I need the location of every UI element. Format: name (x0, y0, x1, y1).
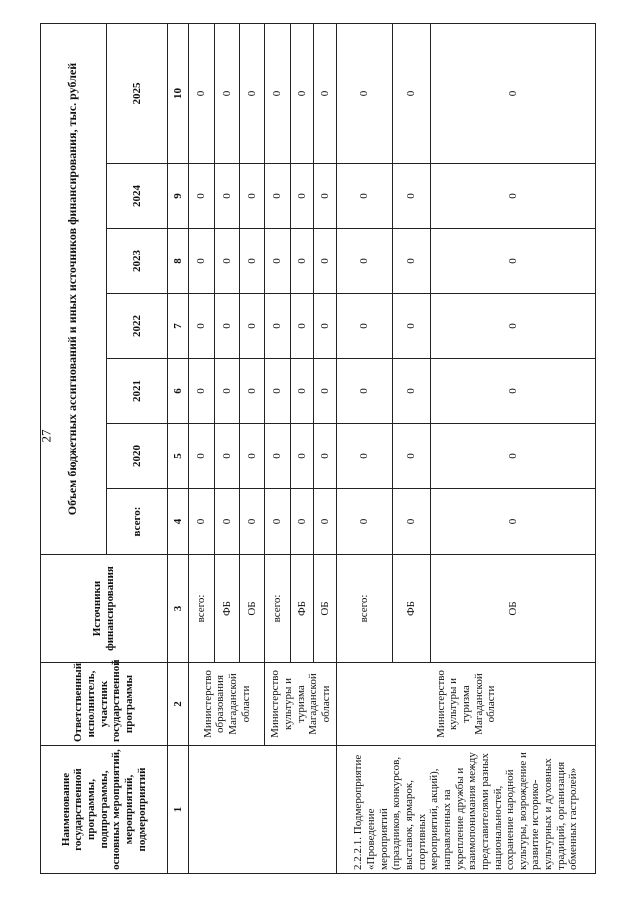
col-num: 1 (168, 746, 189, 874)
col-num: 6 (168, 359, 189, 424)
value-cell: 0 (392, 23, 430, 163)
value-cell: 0 (265, 23, 290, 163)
col-num: 8 (168, 229, 189, 294)
value-cell: 0 (392, 359, 430, 424)
header-year: 2020 (106, 424, 167, 489)
value-cell: 0 (430, 229, 595, 294)
source-cell: всего: (189, 555, 214, 663)
header-total: всего: (106, 489, 167, 555)
header-year: 2023 (106, 229, 167, 294)
col-num: 10 (168, 23, 189, 163)
value-cell: 0 (189, 229, 214, 294)
financing-table (40, 23, 596, 874)
header-sources: Источники финансирования (41, 555, 168, 663)
value-cell: 0 (392, 229, 430, 294)
value-cell: 0 (240, 424, 265, 489)
value-cell: 0 (240, 229, 265, 294)
value-cell: 0 (430, 424, 595, 489)
value-cell: 0 (214, 164, 239, 229)
header-year: 2021 (106, 359, 167, 424)
header-name: Наименование государственной программы, подпрограммы, основных мероприятий, мероприятий, подмероприятий (41, 746, 168, 874)
executor-cell: Министерство культуры и туризма Магаданской области (265, 663, 337, 746)
value-cell: 0 (214, 229, 239, 294)
value-cell: 0 (240, 23, 265, 163)
value-cell: 0 (189, 359, 214, 424)
value-cell: 0 (430, 164, 595, 229)
value-cell: 0 (265, 229, 290, 294)
value-cell: 0 (314, 359, 337, 424)
value-cell: 0 (337, 229, 392, 294)
col-num: 3 (168, 555, 189, 663)
header-volume: Объем бюджетных ассигнований и иных источников финансирования, тыс. рублей (41, 23, 107, 554)
value-cell: 0 (314, 23, 337, 163)
value-cell: 0 (337, 489, 392, 555)
value-cell: 0 (314, 424, 337, 489)
value-cell: 0 (337, 424, 392, 489)
value-cell: 0 (214, 23, 239, 163)
value-cell: 0 (290, 294, 313, 359)
value-cell: 0 (337, 164, 392, 229)
source-cell: ФБ (392, 555, 430, 663)
value-cell: 0 (214, 424, 239, 489)
page-number: 27 (38, 429, 54, 443)
value-cell: 0 (189, 164, 214, 229)
col-num: 4 (168, 489, 189, 555)
subactivity-name-cell: 2.2.2.1. Подмероприятие «Проведение мероприятий (праздников, конкурсов, выставок, ярмарок, спортивных мероприятий, акций), направленных на укрепление дружбы и взаимопонимания между представителями разных национальностей, сохранение народной культуры, возрождение и развитие историко-культурных и духовных традиций, организация обменных гастролей» (337, 746, 596, 874)
value-cell: 0 (240, 164, 265, 229)
source-cell: ФБ (290, 555, 313, 663)
value-cell: 0 (240, 489, 265, 555)
source-cell: ОБ (430, 555, 595, 663)
header-year: 2022 (106, 294, 167, 359)
executor-cell: Министерство культуры и туризма Магаданской области (337, 663, 596, 746)
table-row (189, 23, 214, 873)
value-cell: 0 (430, 489, 595, 555)
value-cell: 0 (189, 424, 214, 489)
rotated-page (40, 24, 596, 874)
executor-cell: Министерство образования Магаданской области (189, 663, 265, 746)
value-cell: 0 (337, 294, 392, 359)
value-cell: 0 (392, 294, 430, 359)
value-cell: 0 (290, 489, 313, 555)
header-year: 2024 (106, 164, 167, 229)
value-cell: 0 (265, 424, 290, 489)
source-cell: ФБ (214, 555, 239, 663)
value-cell: 0 (214, 489, 239, 555)
value-cell: 0 (337, 23, 392, 163)
value-cell: 0 (189, 23, 214, 163)
value-cell: 0 (290, 359, 313, 424)
value-cell: 0 (430, 23, 595, 163)
value-cell: 0 (290, 424, 313, 489)
col-num: 5 (168, 424, 189, 489)
source-cell: ОБ (240, 555, 265, 663)
value-cell: 0 (392, 489, 430, 555)
name-cell-empty (189, 746, 337, 874)
value-cell: 0 (265, 359, 290, 424)
header-year: 2025 (106, 23, 167, 163)
value-cell: 0 (314, 164, 337, 229)
value-cell: 0 (337, 359, 392, 424)
value-cell: 0 (290, 164, 313, 229)
col-num: 7 (168, 294, 189, 359)
header-executor: Ответственный исполнитель, участник государственной программы (41, 663, 168, 746)
value-cell: 0 (214, 294, 239, 359)
value-cell: 0 (240, 359, 265, 424)
col-num: 2 (168, 663, 189, 746)
value-cell: 0 (392, 424, 430, 489)
value-cell: 0 (392, 164, 430, 229)
value-cell: 0 (214, 359, 239, 424)
value-cell: 0 (189, 294, 214, 359)
value-cell: 0 (265, 489, 290, 555)
value-cell: 0 (314, 229, 337, 294)
table-row (337, 23, 392, 873)
source-cell: всего: (337, 555, 392, 663)
col-num: 9 (168, 164, 189, 229)
value-cell: 0 (314, 489, 337, 555)
source-cell: всего: (265, 555, 290, 663)
value-cell: 0 (189, 489, 214, 555)
value-cell: 0 (265, 294, 290, 359)
value-cell: 0 (430, 294, 595, 359)
source-cell: ОБ (314, 555, 337, 663)
value-cell: 0 (290, 23, 313, 163)
value-cell: 0 (430, 359, 595, 424)
value-cell: 0 (290, 229, 313, 294)
value-cell: 0 (240, 294, 265, 359)
value-cell: 0 (265, 164, 290, 229)
column-number-row (168, 23, 189, 873)
value-cell: 0 (314, 294, 337, 359)
